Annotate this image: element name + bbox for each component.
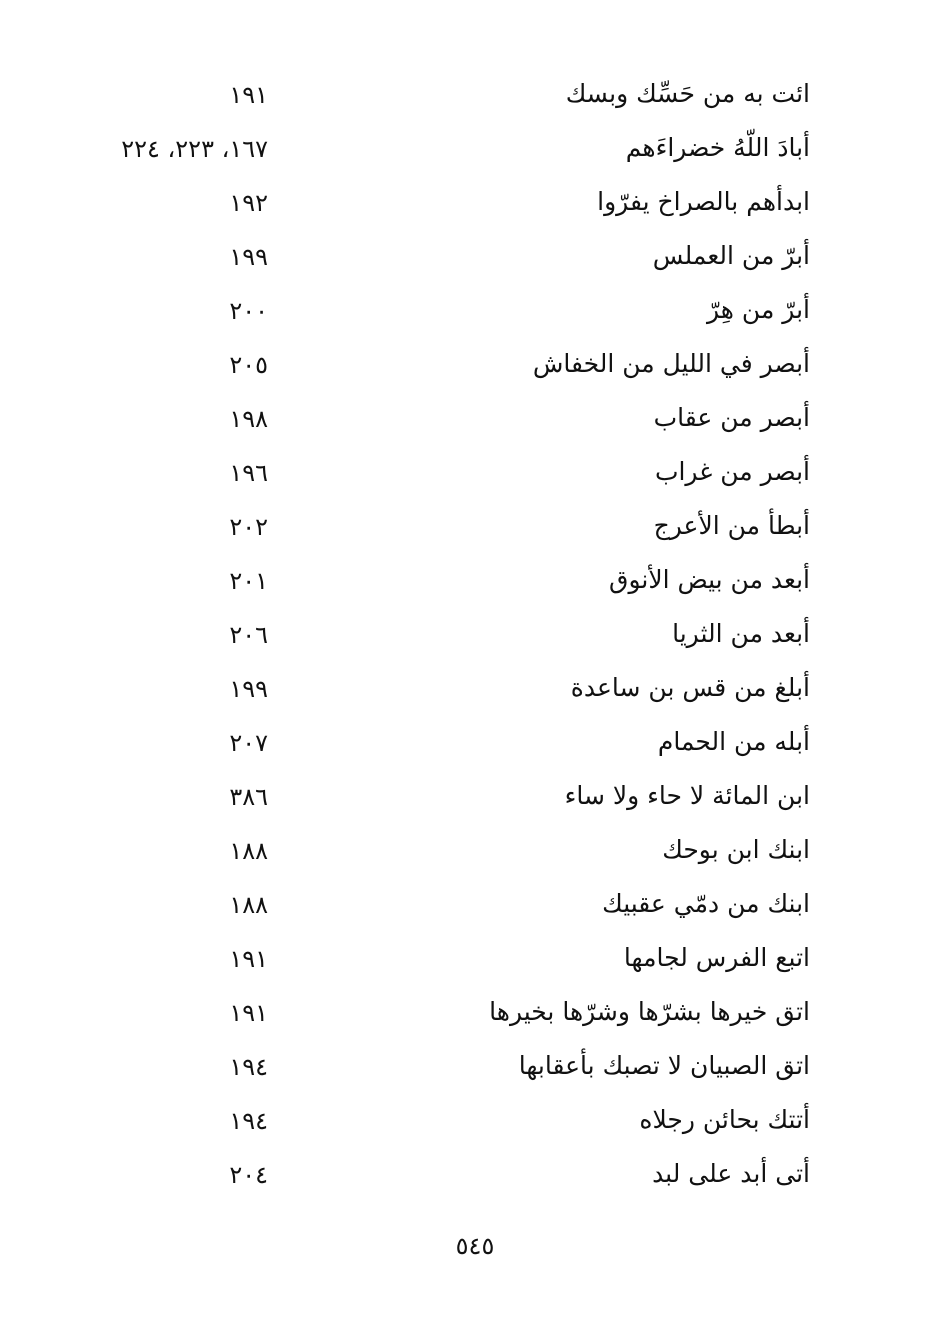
page-references: ١٩١ bbox=[229, 999, 268, 1027]
index-entry bbox=[60, 345, 820, 399]
page-references: ١٩١ bbox=[229, 945, 268, 973]
index-entry bbox=[60, 237, 820, 291]
page-references: ٢٠٦ bbox=[229, 621, 268, 649]
index-entry bbox=[60, 777, 820, 831]
proverb-text: أبعد من الثريا bbox=[672, 619, 810, 648]
page-references: ٢٠٠ bbox=[229, 297, 268, 325]
index-entry bbox=[60, 1047, 820, 1101]
proverb-text: أبله من الحمام bbox=[657, 727, 810, 756]
index-entry bbox=[60, 1101, 820, 1155]
index-entry bbox=[60, 453, 820, 507]
page-references: ٢٠٢ bbox=[229, 513, 268, 541]
proverb-text: أبصر في الليل من الخفاش bbox=[532, 349, 810, 378]
proverb-text: أتى أبد على لبد bbox=[652, 1159, 810, 1188]
page-references: ١٩٩ bbox=[229, 675, 268, 703]
proverb-text: أبصر من عقاب bbox=[653, 403, 810, 432]
index-entry bbox=[60, 993, 820, 1047]
proverb-text: أتتك بحائن رجلاه bbox=[639, 1105, 810, 1134]
proverb-text: ابنك من دمّي عقبيك bbox=[602, 889, 810, 918]
proverb-index-list bbox=[60, 75, 820, 1209]
page-references: ١٩٦ bbox=[229, 459, 268, 487]
proverb-text: أبلغ من قس بن ساعدة bbox=[570, 673, 810, 702]
page-references: ١٩٢ bbox=[229, 189, 268, 217]
page-references: ١٩٩ bbox=[229, 243, 268, 271]
index-entry bbox=[60, 669, 820, 723]
proverb-text: اتق خيرها بشرّها وشرّها بخيرها bbox=[489, 997, 810, 1026]
proverb-text: أبصر من غراب bbox=[654, 457, 810, 486]
proverb-text: أبرّ من هِرّ bbox=[707, 295, 810, 324]
index-entry bbox=[60, 507, 820, 561]
page-references: ١٨٨ bbox=[229, 837, 268, 865]
index-entry bbox=[60, 129, 820, 183]
page-references: ٢٠١ bbox=[229, 567, 268, 595]
index-entry bbox=[60, 939, 820, 993]
index-entry bbox=[60, 399, 820, 453]
index-entry bbox=[60, 75, 820, 129]
index-entry bbox=[60, 615, 820, 669]
index-entry bbox=[60, 723, 820, 777]
page-references: ١٩١ bbox=[229, 81, 268, 109]
page-references: ١٩٤ bbox=[229, 1107, 268, 1135]
proverb-text: اتبع الفرس لجامها bbox=[623, 943, 810, 972]
proverb-text: أبعد من بيض الأنوق bbox=[609, 565, 810, 594]
proverb-text: ابنك ابن بوحك bbox=[662, 835, 810, 864]
page-references: ٢٠٤ bbox=[229, 1161, 268, 1189]
index-entry bbox=[60, 885, 820, 939]
proverb-text: أبادَ اللّهُ خضراءَهم bbox=[625, 133, 810, 162]
page-references: ٣٨٦ bbox=[229, 783, 268, 811]
page-references: ٢٠٥ bbox=[229, 351, 268, 379]
page-number: ٥٤٥ bbox=[455, 1232, 495, 1260]
page-references: ١٩٨ bbox=[229, 405, 268, 433]
page-references: ١٨٨ bbox=[229, 891, 268, 919]
index-entry bbox=[60, 1155, 820, 1209]
proverb-text: ابن المائة لا حاء ولا ساء bbox=[564, 781, 810, 810]
index-entry bbox=[60, 561, 820, 615]
proverb-text: ائت به من حَسِّك وبسك bbox=[565, 79, 810, 108]
page-references: ٢٠٧ bbox=[229, 729, 268, 757]
index-entry bbox=[60, 831, 820, 885]
index-entry bbox=[60, 291, 820, 345]
proverb-text: اتق الصبيان لا تصبك بأعقابها bbox=[518, 1051, 810, 1080]
proverb-text: ابدأهم بالصراخ يفرّوا bbox=[597, 187, 810, 216]
index-entry bbox=[60, 183, 820, 237]
proverb-text: أبطأ من الأعرج bbox=[653, 511, 810, 540]
page-references: ١٩٤ bbox=[229, 1053, 268, 1081]
proverb-text: أبرّ من العملس bbox=[652, 241, 810, 270]
page-references: ١٦٧، ٢٢٣، ٢٢٤ bbox=[121, 135, 268, 163]
